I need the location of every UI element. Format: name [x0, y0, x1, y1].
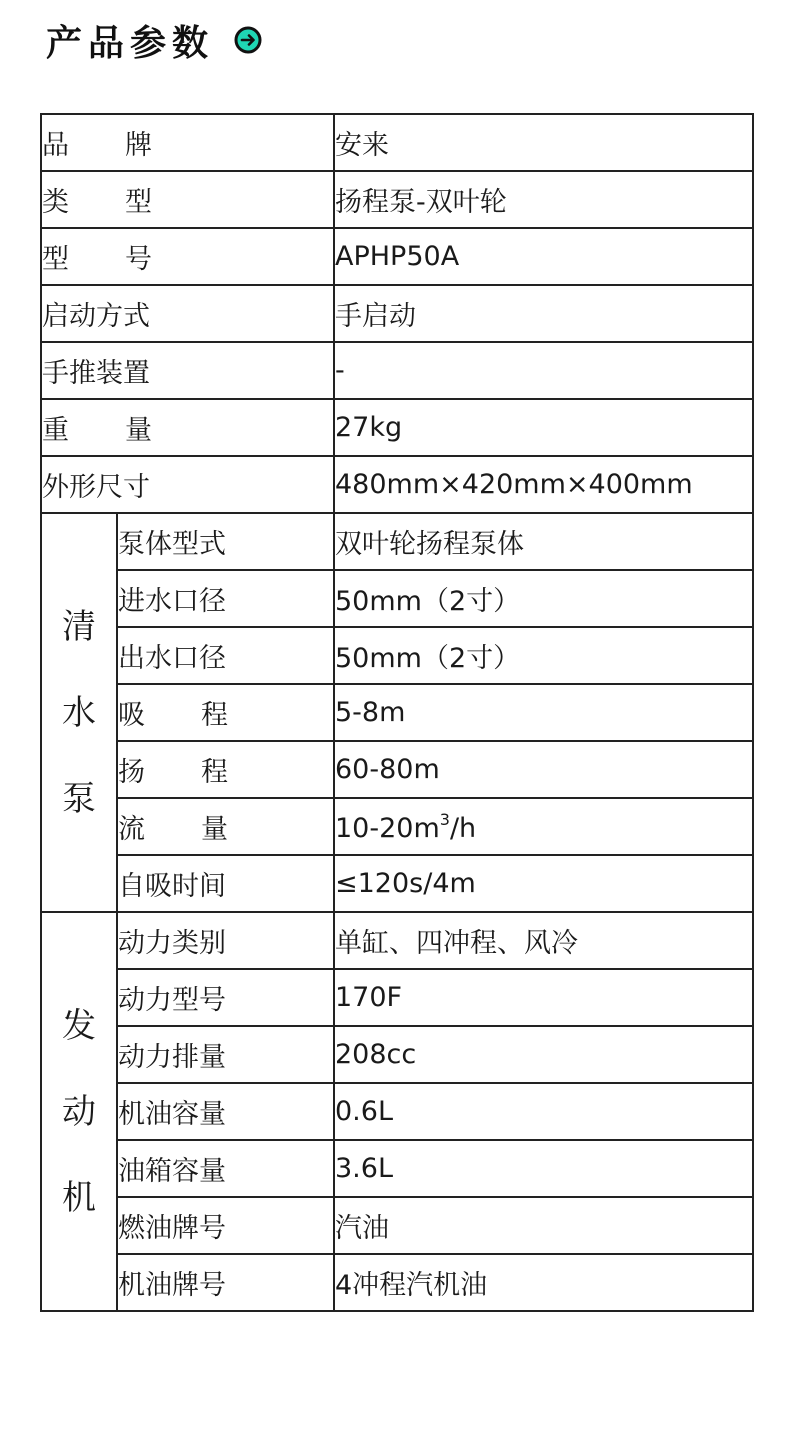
param-value	[334, 627, 753, 684]
param-value-text: 3.6L	[335, 1153, 393, 1184]
param-value-text: 4冲程汽机油	[335, 1270, 488, 1301]
param-label	[41, 399, 334, 456]
param-label	[117, 1197, 334, 1254]
table-row	[41, 627, 753, 684]
param-label-text	[42, 237, 152, 276]
param-value	[334, 969, 753, 1026]
param-value-text: 480mm×420mm×400mm	[335, 469, 693, 500]
param-value	[334, 513, 753, 570]
param-value-text: 单缸、四冲程、风冷	[335, 928, 578, 959]
param-label-text: 动力型号	[118, 985, 226, 1016]
table-row	[41, 114, 753, 171]
arrow-right-circle-icon[interactable]	[234, 26, 262, 54]
pump-group-char: 清	[62, 606, 96, 647]
param-label	[117, 1083, 334, 1140]
table-row	[41, 1197, 753, 1254]
param-label-text	[42, 180, 152, 219]
param-value-text: -	[335, 355, 345, 386]
engine-group-label	[41, 912, 117, 1311]
param-label-text-char: 吸	[118, 700, 145, 731]
param-value-text: 10-20m	[335, 812, 440, 844]
param-label-text-char: 流	[118, 814, 145, 845]
param-label	[41, 228, 334, 285]
param-value-text: 0.6L	[335, 1096, 393, 1127]
pump-group-label	[41, 513, 117, 912]
param-value-text: 50mm（2寸）	[335, 586, 521, 617]
page-header	[46, 14, 262, 66]
table-row	[41, 1254, 753, 1311]
param-label-text-char: 扬	[118, 757, 145, 788]
table-row	[41, 1026, 753, 1083]
pump-group-char: 水	[62, 692, 96, 733]
param-label-text: 自吸时间	[118, 871, 226, 902]
param-label	[117, 1026, 334, 1083]
table-row	[41, 171, 753, 228]
param-label-text: 外形尺寸	[42, 472, 150, 503]
param-value-text: 双叶轮扬程泵体	[335, 529, 524, 560]
param-label	[41, 456, 334, 513]
param-label-text-char: 量	[125, 415, 152, 446]
engine-group-char: 发	[62, 1005, 96, 1046]
param-label-text-char: 品	[42, 130, 69, 161]
param-value	[334, 912, 753, 969]
param-value	[334, 399, 753, 456]
param-value-text: ≤120s/4m	[335, 868, 476, 899]
param-label-text-char: 程	[201, 757, 228, 788]
param-label-text: 燃油牌号	[118, 1213, 226, 1244]
param-value	[334, 855, 753, 912]
param-label	[117, 912, 334, 969]
param-label-text: 启动方式	[42, 301, 150, 332]
table-row	[41, 228, 753, 285]
param-label-text	[42, 408, 152, 447]
param-value	[334, 741, 753, 798]
param-value	[334, 342, 753, 399]
table-row	[41, 741, 753, 798]
param-label-text: 动力排量	[118, 1042, 226, 1073]
param-label-text-char: 重	[42, 415, 69, 446]
param-label-text-char: 型	[125, 187, 152, 218]
param-value-text: 安来	[335, 130, 389, 161]
param-value	[334, 1140, 753, 1197]
param-label-text	[42, 123, 152, 162]
param-label-text	[118, 693, 228, 732]
param-value-text: 27kg	[335, 412, 403, 443]
page-title: 产品参数	[46, 22, 215, 64]
param-value	[334, 1197, 753, 1254]
param-value	[334, 171, 753, 228]
engine-group-char: 机	[62, 1177, 96, 1218]
param-label-text: 泵体型式	[118, 529, 226, 560]
param-value	[334, 798, 753, 855]
param-value	[334, 570, 753, 627]
param-value	[334, 1254, 753, 1311]
param-value-unit: /h	[449, 812, 477, 844]
param-label-text-char: 程	[201, 700, 228, 731]
param-label-text: 出水口径	[118, 643, 226, 674]
param-label-text: 机油牌号	[118, 1270, 226, 1301]
table-row	[41, 1083, 753, 1140]
param-value-text: 5-8m	[335, 697, 406, 728]
param-value-superscript: 3	[439, 809, 450, 829]
table-row	[41, 513, 753, 570]
param-label	[117, 513, 334, 570]
param-label	[117, 798, 334, 855]
param-label-text-char: 量	[201, 814, 228, 845]
param-value	[334, 228, 753, 285]
param-label	[117, 1254, 334, 1311]
table-row	[41, 969, 753, 1026]
param-value-text: 扬程泵-双叶轮	[335, 187, 507, 218]
param-label	[117, 627, 334, 684]
param-label-text: 机油容量	[118, 1099, 226, 1130]
param-label-text-char: 型	[42, 244, 69, 275]
param-label	[117, 684, 334, 741]
param-label-text-char: 号	[125, 244, 152, 275]
param-label-text	[118, 807, 228, 846]
pump-group-char: 泵	[62, 778, 96, 819]
table-row	[41, 684, 753, 741]
param-label	[117, 855, 334, 912]
table-row	[41, 285, 753, 342]
table-row	[41, 456, 753, 513]
engine-group-char: 动	[62, 1091, 96, 1132]
param-value-text: 汽油	[335, 1213, 389, 1244]
param-label	[41, 342, 334, 399]
param-value-text: 170F	[335, 982, 403, 1013]
param-value	[334, 456, 753, 513]
table-row	[41, 570, 753, 627]
product-params-table	[40, 113, 754, 1312]
param-label	[117, 741, 334, 798]
param-value	[334, 684, 753, 741]
param-value	[334, 1026, 753, 1083]
param-label	[117, 969, 334, 1026]
table-row	[41, 342, 753, 399]
param-label	[41, 171, 334, 228]
param-label	[41, 114, 334, 171]
param-label-text: 手推装置	[42, 358, 150, 389]
param-label-text: 动力类别	[118, 928, 226, 959]
table-row	[41, 855, 753, 912]
param-label	[41, 285, 334, 342]
table-row	[41, 912, 753, 969]
param-label	[117, 570, 334, 627]
param-label	[117, 1140, 334, 1197]
param-value	[334, 114, 753, 171]
param-value	[334, 1083, 753, 1140]
param-label-text	[118, 750, 228, 789]
param-value-text: 50mm（2寸）	[335, 643, 521, 674]
param-value	[334, 285, 753, 342]
param-value-text: 手启动	[335, 301, 416, 332]
table-row	[41, 1140, 753, 1197]
param-label-text: 油箱容量	[118, 1156, 226, 1187]
table-row	[41, 399, 753, 456]
param-value-text: 208cc	[335, 1039, 417, 1070]
param-label-text-char: 牌	[125, 130, 152, 161]
table-row	[41, 798, 753, 855]
param-value-text: APHP50A	[335, 241, 460, 272]
param-label-text: 进水口径	[118, 586, 226, 617]
param-value-text: 60-80m	[335, 754, 440, 785]
param-label-text-char: 类	[42, 187, 69, 218]
